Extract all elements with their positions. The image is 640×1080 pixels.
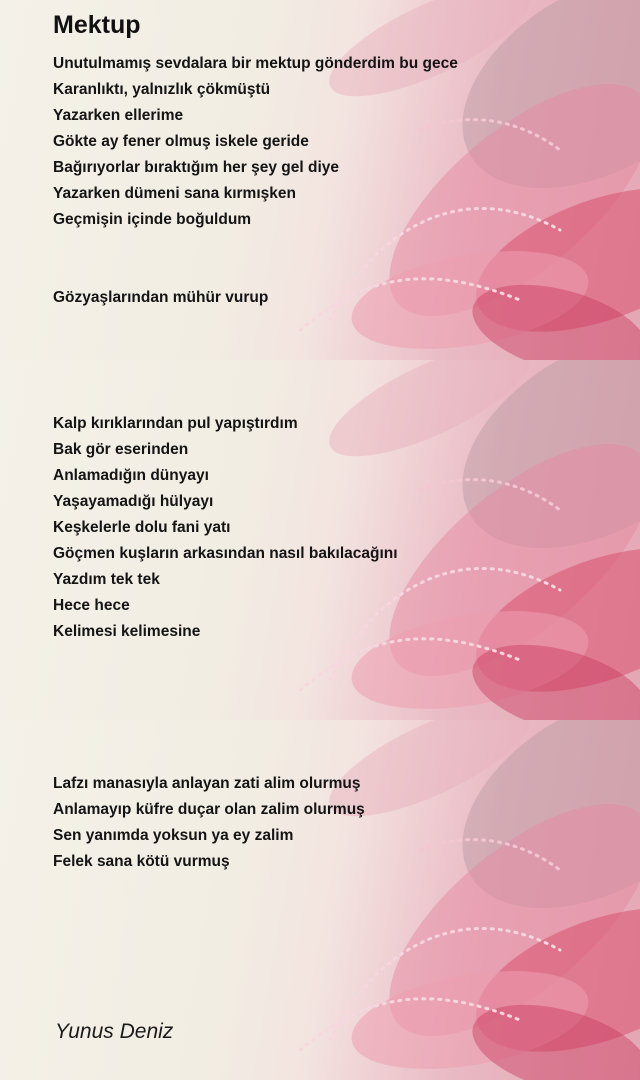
poem-author: Yunus Deniz <box>55 1020 174 1043</box>
poem-line: Hece hece <box>53 597 130 614</box>
poem-line: Bak gör eserinden <box>53 441 189 458</box>
poem-line: Bağırıyorlar bıraktığım her şey gel diye <box>53 159 340 176</box>
poem-line: Yazarken dümeni sana kırmışken <box>53 185 296 202</box>
poem-line: Geçmişin içinde boğuldum <box>53 211 252 228</box>
poem-line: Gözyaşlarından mühür vurup <box>53 289 269 306</box>
poem-line: Unutulmamış sevdalara bir mektup gönderdim bu gece <box>53 55 458 72</box>
poem-line: Yaşayamadığı hülyayı <box>53 493 214 510</box>
poem-line: Karanlıktı, yalnızlık çökmüştü <box>53 81 271 98</box>
stanza-4 <box>53 771 365 875</box>
poem-line: Yazdım tek tek <box>53 571 160 588</box>
poem-line: Kelimesi kelimesine <box>53 623 201 640</box>
poem-line: Keşkelerle dolu fani yatı <box>53 519 231 536</box>
stanza-1 <box>53 51 458 233</box>
poem-line: Kalp kırıklarından pul yapıştırdım <box>53 415 298 432</box>
poem-line: Lafzı manasıyla anlayan zati alim olurmuş <box>53 775 361 792</box>
stanza-3 <box>53 411 398 645</box>
poem-line: Anlamayıp küfre duçar olan zalim olurmuş <box>53 801 365 818</box>
poem-line: Yazarken ellerime <box>53 107 184 124</box>
poem-title: Mektup <box>53 11 141 39</box>
stanza-2 <box>53 285 268 311</box>
poem-line: Göçmen kuşların arkasından nasıl bakılacağını <box>53 545 398 562</box>
poem-line: Gökte ay fener olmuş iskele geride <box>53 133 309 150</box>
poem-line: Sen yanımda yoksun ya ey zalim <box>53 827 294 844</box>
poem-line: Felek sana kötü vurmuş <box>53 853 230 870</box>
poem-line: Anlamadığın dünyayı <box>53 467 209 484</box>
